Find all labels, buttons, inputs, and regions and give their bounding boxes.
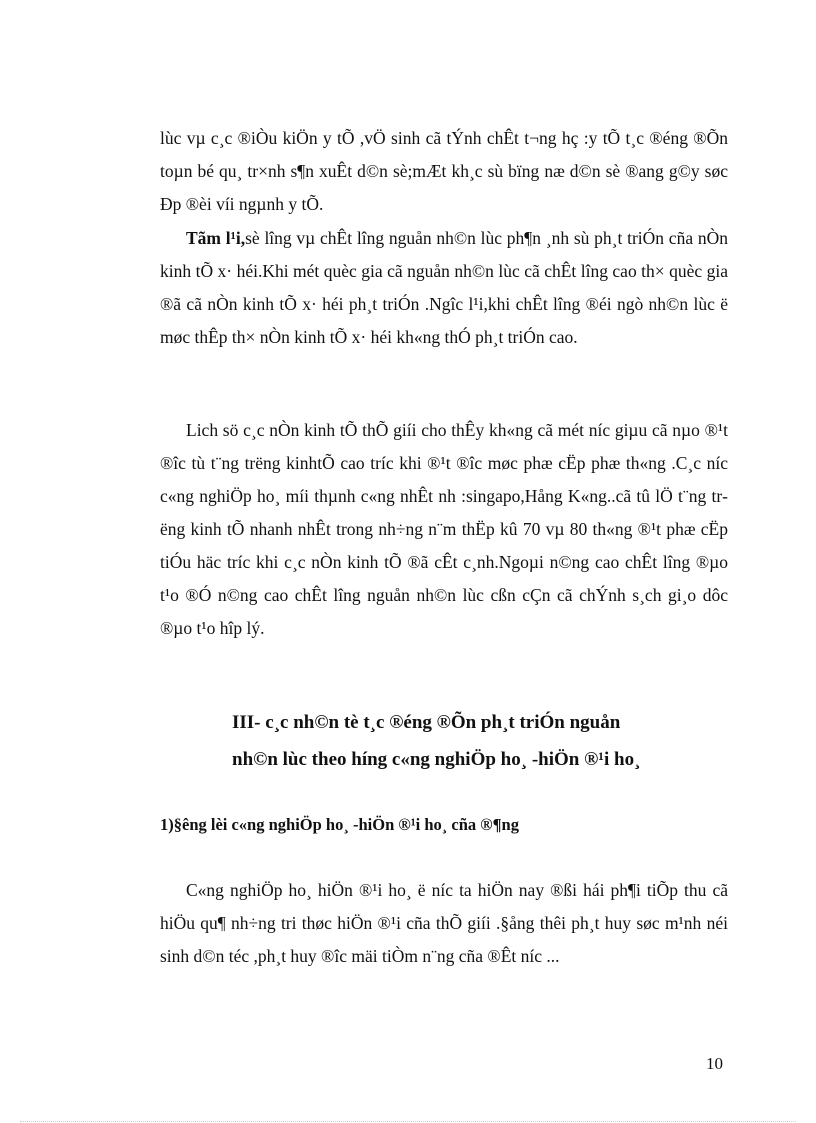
section-heading-line-2: nh©n lùc theo híng c«ng nghiÖp ho¸ -hiÖn ®¹i ho¸	[232, 749, 641, 770]
section-heading-line-1: III- c¸c nh©n tè t¸c ®éng ®Õn ph¸t triÓn nguån	[232, 712, 621, 733]
body-paragraph-industrialization: C«ng nghiÖp ho¸ hiÖn ®¹i ho¸ ë níc ta hiÖn nay ®ßi hái ph¶i tiÕp thu cã hiÖu qu¶ nh÷ng tri thøc hiÖn ®¹i cña thÕ giíi .§ång thêi ph¸t huy søc m¹nh néi sinh d©n téc ,ph¸t huy ®îc mäi tiÒm n¨ng cña ®Êt níc ...	[160, 880, 728, 966]
summary-body: sè lîng vµ chÊt lîng nguån nh©n lùc ph¶n ¸nh sù ph¸t triÓn cña nÒn kinh tÕ x· héi.Khi mét quèc gia cã nguån nh©n lùc cã chÊt lîng cao th× quèc gia ®ã cã nÒn kinh tÕ x· héi ph¸t triÓn .Ngîc l¹i,khi chÊt lîng ®éi ngò nh©n lùc ë møc thÊp th× nÒn kinh tÕ x· héi kh«ng thÓ ph¸t triÓn cao.	[160, 228, 728, 347]
section-heading	[232, 704, 732, 778]
subsection-heading: 1)§êng lèi c«ng nghiÖp ho¸ -hiÖn ®¹i ho¸ cña ®¶ng	[160, 815, 519, 834]
summary-lead: Tãm l¹i,	[186, 228, 246, 248]
page-number: 10	[706, 1054, 723, 1073]
body-paragraph-summary	[160, 222, 728, 354]
body-paragraph-health: lùc vµ c¸c ®iÒu kiÖn y tÕ ,vÖ sinh cã tÝnh chÊt t¬ng hç :y tÕ t¸c ®éng ®Õn toµn bé qu¸ tr×nh s¶n xuÊt d©n sè;mÆt kh¸c sù bïng næ d©n sè ®ang g©y søc Ðp ®èi víi ngµnh y tÕ.	[160, 128, 728, 214]
body-paragraph-history: Lich sö c¸c nÒn kinh tÕ thÕ giíi cho thÊy kh«ng cã mét níc giµu cã nµo ®¹t ®îc tù t¨ng trëng kinhtÕ cao tríc khi ®¹t ®îc møc phæ cËp phæ th«ng .C¸c níc c«ng nghiÖp ho¸ míi thµnh c«ng nhÊt nh :singapo,Hång K«ng..cã tû lÖ t¨ng trëng kinh tÕ nhanh nhÊt trong nh÷ng n¨m thËp kû 70 vµ 80 th«ng ®¹t phæ cËp tiÓu häc tríc khi c¸c nÒn kinh tÕ ®ã cÊt c¸nh.Ngoµi n©ng cao chÊt lîng ®µo t¹o ®Ó n©ng cao chÊt lîng nguån nh©n lùc cßn cÇn cã chÝnh s¸ch gi¸o dôc ®µo t¹o hîp lý.	[160, 420, 728, 638]
page-bottom-border	[20, 1121, 796, 1122]
